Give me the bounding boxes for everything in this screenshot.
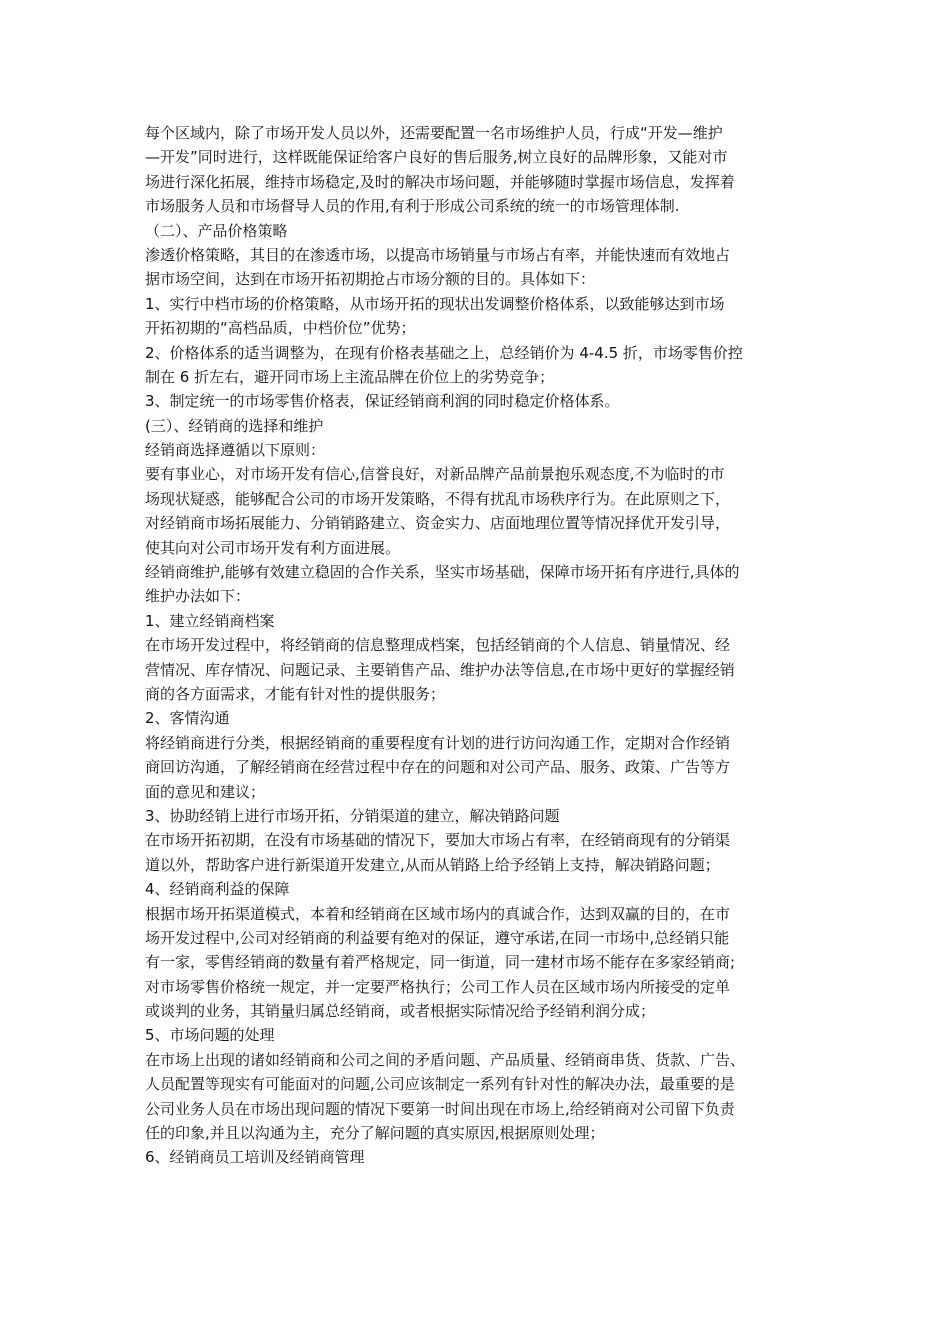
text-line: 场开发过程中,公司对经销商的利益要有绝对的保证，遵守承诺,在同一市场中,总经销只能	[145, 928, 730, 947]
text-line: 在市场开发过程中，将经销商的信息整理成档案，包括经销商的个人信息、销量情况、经	[145, 636, 731, 655]
text-line: 或谈判的业务，其销量归属总经销商，或者根据实际情况给予经销利润分成；	[145, 1002, 656, 1021]
text-line: 4、经销商利益的保障	[145, 880, 290, 899]
text-line: 道以外，帮助客户进行新渠道开发建立,从而从销路上给予经销上支持，解决销路问题；	[145, 855, 720, 874]
text-line: 对市场零售价格统一规定，并一定要严格执行；公司工作人员在区域市场内所接受的定单	[145, 977, 731, 996]
text-line: 营情况、库存情况、问题记录、主要销售产品、维护办法等信息,在市场中更好的掌握经销	[145, 660, 735, 679]
text-line: 1、建立经销商档案	[145, 611, 275, 630]
text-line: 在市场上出现的诸如经销商和公司之间的矛盾问题、产品质量、经销商串货、货款、广告、	[145, 1050, 746, 1069]
text-line: 有一家，零售经销商的数量有着严格规定，同一街道，同一建材市场不能存在多家经销商;	[145, 953, 736, 972]
text-line: 6、经销商员工培训及经销商管理	[145, 1148, 365, 1167]
text-line: 在市场开拓初期，在没有市场基础的情况下，要加大市场占有率，在经销商现有的分销渠	[145, 831, 731, 850]
text-line: 根据市场开拓渠道模式，本着和经销商在区域市场内的真诚合作，达到双赢的目的，在市	[145, 904, 731, 923]
text-line: 5、市场问题的处理	[145, 1026, 275, 1045]
document-page	[145, 121, 805, 1170]
text-line: 维护办法如下：	[145, 587, 251, 606]
text-line: 2、价格体系的适当调整为，在现有价格表基础之上，总经销价为 4-4.5 折，市场零售价控	[145, 343, 743, 362]
text-line: 1、实行中档市场的价格策略，从市场开拓的现状出发调整价格体系，以致能够达到市场	[145, 294, 725, 313]
text-line: 3、制定统一的市场零售价格表，保证经销商利润的同时稳定价格体系。	[145, 392, 620, 411]
text-line: 对经销商市场拓展能力、分销销路建立、资金实力、店面地理位置等情况择优开发引导，	[145, 514, 731, 533]
text-line: 商的各方面需求，才能有针对性的提供服务；	[145, 684, 446, 703]
text-line: 场现状疑惑，能够配合公司的市场开发策略，不得有扰乱市场秩序行为。在此原则之下，	[145, 489, 731, 508]
text-line: 商回访沟通，了解经销商在经营过程中存在的问题和对公司产品、服务、政策、广告等方	[145, 758, 731, 777]
text-line: 要有事业心，对市场开发有信心,信誉良好，对新品牌产品前景抱乐观态度,不为临时的市	[145, 465, 725, 484]
text-line: 使其向对公司市场开发有利方面进展。	[145, 538, 401, 557]
text-line: 场进行深化拓展，维持市场稳定,及时的解决市场问题，并能够随时掌握市场信息，发挥着	[145, 172, 735, 191]
text-line: 市场服务人员和市场督导人员的作用,有利于形成公司系统的统一的市场管理体制.	[145, 197, 680, 216]
text-line: 经销商维护,能够有效建立稳固的合作关系，坚实市场基础，保障市场开拓有序进行,具体的	[145, 563, 740, 582]
text-line: 制在 6 折左右，避开同市场上主流品牌在价位上的劣势竞争；	[145, 367, 555, 386]
text-line: 公司业务人员在市场出现问题的情况下要第一时间出现在市场上,给经销商对公司留下负责	[145, 1099, 735, 1118]
text-line: （二）、产品价格策略	[145, 221, 288, 240]
text-line: 人员配置等现实有可能面对的问题,公司应该制定一系列有针对性的解决办法，最重要的是	[145, 1075, 735, 1094]
text-line: 任的印象,并且以沟通为主，充分了解问题的真实原因,根据原则处理；	[145, 1124, 605, 1143]
text-line: 据市场空间，达到在市场开拓初期抢占市场分额的目的。具体如下：	[145, 270, 596, 289]
text-line: —开发”同时进行，这样既能保证给客户良好的售后服务,树立良好的品牌形象，又能对市	[145, 148, 728, 167]
text-line: 面的意见和建议；	[145, 782, 266, 801]
text-line: 经销商选择遵循以下原则：	[145, 441, 326, 460]
text-line: (三）、经销商的选择和维护	[145, 416, 324, 435]
text-line: 开拓初期的“高档品质，中档价位”优势；	[145, 319, 416, 338]
text-line: 每个区域内，除了市场开发人员以外，还需要配置一名市场维护人员，行成“开发—维护	[145, 124, 723, 142]
text-line: 3、协助经销上进行市场开拓，分销渠道的建立，解决销路问题	[145, 806, 560, 825]
text-line: 将经销商进行分类，根据经销商的重要程度有计划的进行访问沟通工作，定期对合作经销	[145, 733, 731, 752]
text-line: 2、客情沟通	[145, 709, 230, 728]
text-line: 渗透价格策略，其目的在渗透市场，以提高市场销量与市场占有率，并能快速而有效地占	[145, 245, 731, 264]
